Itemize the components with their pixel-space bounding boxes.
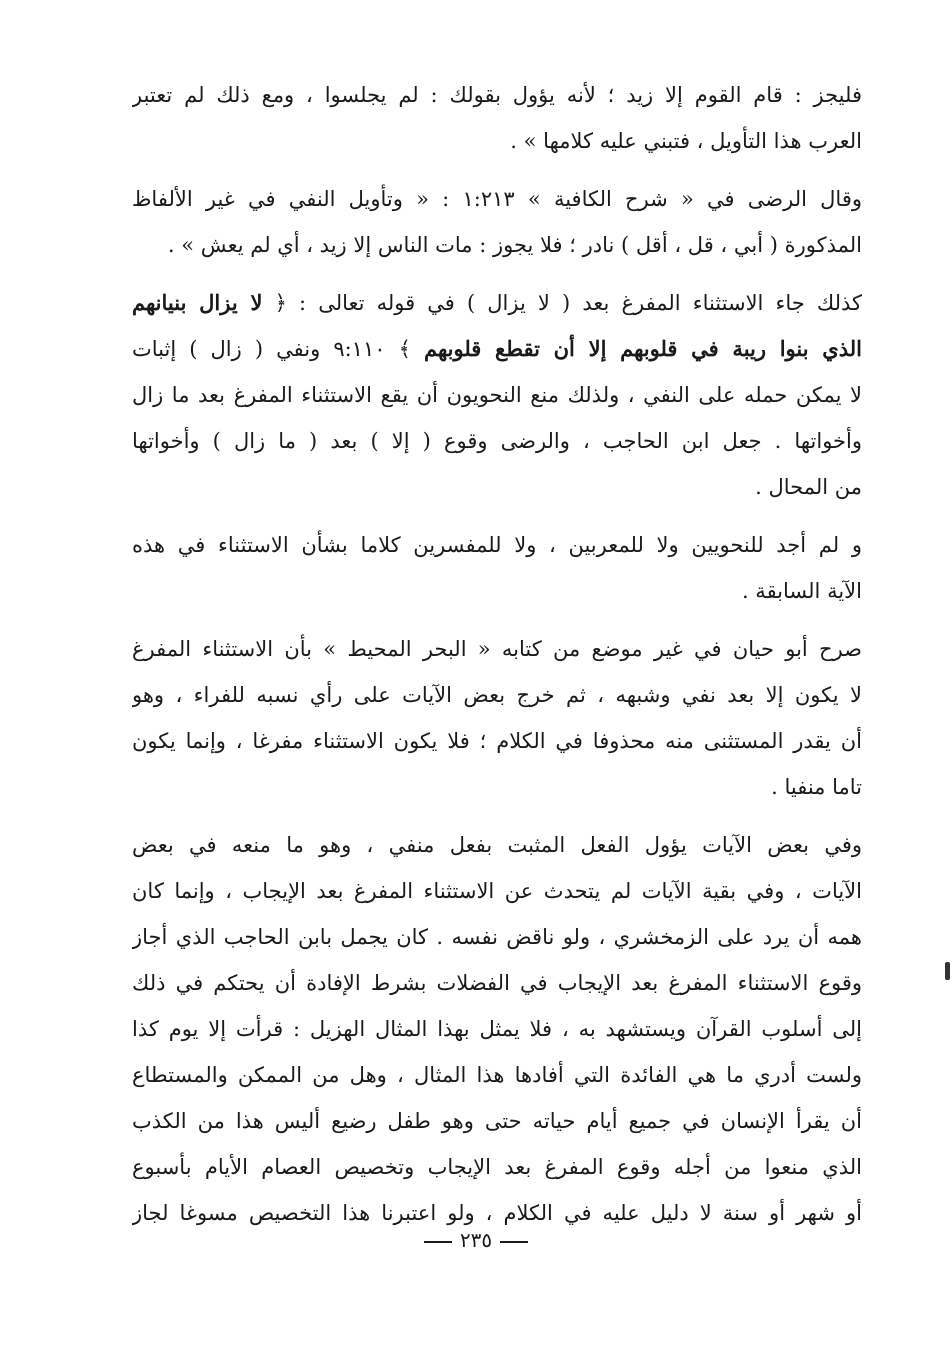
text-line: وأخواتها . جعل ابن الحاجب ، والرضى وقوع ( إلا ) بعد ( ما زال ) وأخواتها	[132, 429, 862, 453]
footer-dash-right	[424, 1241, 452, 1243]
quran-verse-text: لا يزال بنيانهم	[132, 290, 263, 315]
text-line: أو شهر أو سنة لا دليل عليه في الكلام ، ولو اعتبرنا هذا التخصيص مسوغا لجاز	[132, 1201, 862, 1225]
text-line: كذلك جاء الاستثناء المفرغ بعد ( لا يزال ) في قوله تعالى : ﴿ لا يزال بنيانهم	[132, 290, 862, 315]
text-line: الذي منعوا من أجله وقوع المفرغ بعد الإيجاب وتخصيص العصام الأيام بأسبوع	[132, 1155, 862, 1179]
text-line: من المحال .	[755, 475, 862, 499]
text-line: أن يقرأ الإنسان في جميع أيام حياته حتى وهو طفل رضيع أليس هذا من الكذب	[132, 1109, 862, 1133]
text-line: و لم أجد للنحويين ولا للمعربين ، ولا للمفسرين كلاما بشأن الاستثناء في هذه	[132, 533, 862, 557]
text-line: الآية السابقة .	[741, 579, 862, 603]
text-line: إلى أسلوب القرآن ويستشهد به ، فلا يمثل بهذا المثال الهزيل : قرأت إلا يوم كذا	[132, 1017, 862, 1041]
paragraph	[132, 522, 862, 614]
text-line: وقوع الاستثناء المفرغ بعد الإيجاب في الفضلات بشرط الإفادة أن يحتكم في ذلك	[132, 971, 862, 995]
text-line: وقال الرضى في « شرح الكافية » ١:٢١٣ : « وتأويل النفي في غير الألفاظ	[132, 187, 862, 211]
text-line: وفي بعض الآيات يؤول الفعل المثبت بفعل منفي ، وهو ما منعه في بعض	[132, 833, 862, 857]
quran-verse-text: الذي بنوا ريبة في قلوبهم إلا أن تقطع قلوبهم	[423, 336, 862, 361]
text-line: لا يمكن حمله على النفي ، ولذلك منع النحويون أن يقع الاستثناء المفرغ بعد ما زال	[132, 383, 862, 407]
page-footer	[0, 1228, 952, 1252]
text-line: المذكورة ( أبي ، قل ، أقل ) نادر ؛ فلا يجوز : مات الناس إلا زيد ، أي لم يعش » .	[167, 233, 862, 257]
quran-verse-line: الذي بنوا ريبة في قلوبهم إلا أن تقطع قلوبهم ﴾ ٩:١١٠ ونفي ( زال ) إثبات	[132, 336, 862, 361]
paragraph	[132, 176, 862, 268]
text-line: صرح أبو حيان في غير موضع من كتابه « البحر المحيط » بأن الاستثناء المفرغ	[132, 637, 862, 661]
text-line: لا يكون إلا بعد نفي وشبهه ، ثم خرج بعض الآيات على رأي نسبه للفراء ، وهو	[132, 683, 862, 707]
text-line: الآيات ، وفي بقية الآيات لم يتحدث عن الاستثناء المفرغ بعد الإيجاب ، وإنما كان	[132, 879, 862, 903]
page-number: ٢٣٥	[459, 1228, 493, 1252]
text-line: همه أن يرد على الزمخشري ، ولو ناقض نفسه . كان يجمل بابن الحاجب الذي أجاز	[132, 925, 862, 949]
footer-dash-left	[500, 1241, 528, 1243]
text-line: فليجز : قام القوم إلا زيد ؛ لأنه يؤول بقولك : لم يجلسوا ، ومع ذلك لم تعتبر	[132, 83, 862, 107]
paragraph	[132, 626, 862, 810]
text-line: العرب هذا التأويل ، فتبني عليه كلامها » .	[510, 129, 862, 153]
page-body	[132, 72, 862, 1236]
text-line: ولست أدري ما هي الفائدة التي أفادها هذا المثال ، وهل من الممكن والمستطاع	[132, 1063, 862, 1087]
paragraph	[132, 280, 862, 510]
paragraph	[132, 822, 862, 1236]
text-line: أن يقدر المستثنى منه محذوفا في الكلام ؛ فلا يكون الاستثناء مفرغا ، وإنما يكون	[132, 729, 862, 753]
scan-edge-mark	[945, 962, 950, 980]
paragraph	[132, 72, 862, 164]
text-line: تاما منفيا .	[771, 775, 862, 799]
